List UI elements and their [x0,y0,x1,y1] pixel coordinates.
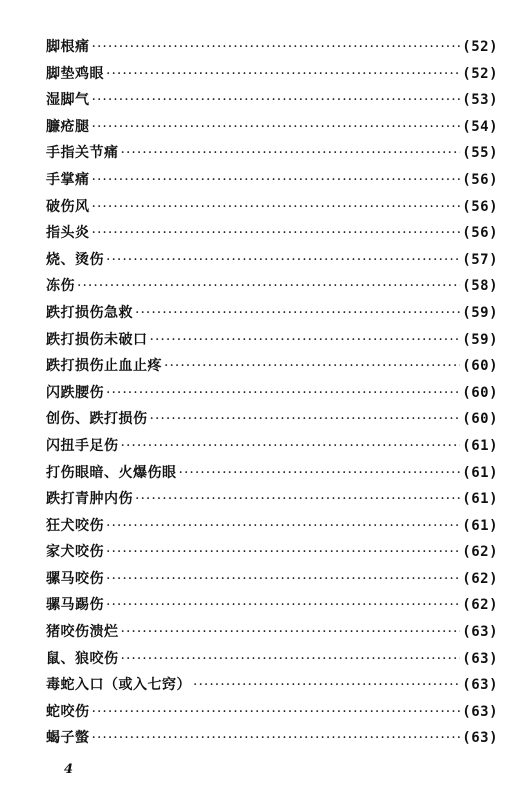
dot-leader [92,220,461,247]
toc-entry-title: 毒蛇入口（或入七窍） [46,677,191,694]
toc-entry-title: 闪扭手足伤 [46,437,119,454]
toc-entry [46,140,498,167]
dot-leader [92,34,461,61]
toc-entry-title: 跌打损伤急救 [46,304,133,321]
toc-entry-page: (58) [462,278,498,295]
toc-entry-title: 打伤眼暗、火爆伤眼 [46,464,177,481]
toc-entry [46,699,498,726]
toc-entry-page: (60) [462,358,498,375]
toc-entry-title: 创伤、跌打损伤 [46,411,148,428]
toc-entry [46,513,498,540]
dot-leader [150,406,461,433]
toc-entry-page: (56) [462,198,498,215]
toc-entry-page: (61) [462,491,498,508]
dot-leader [106,380,460,407]
dot-leader [106,566,460,593]
toc-entry-page: (61) [462,437,498,454]
toc-entry [46,300,498,327]
toc-entry-page: (53) [462,92,498,109]
toc-entry-page: (61) [462,464,498,481]
toc-entry-title: 跌打损伤止血止疼 [46,358,162,375]
dot-leader [92,725,461,752]
toc-entry-page: (56) [462,171,498,188]
toc-entry-title: 破伤风 [46,198,90,215]
toc-entry [46,460,498,487]
toc-entry-title: 骡马咬伤 [46,570,104,587]
toc-entry [46,672,498,699]
dot-leader [121,140,461,167]
toc-entry [46,380,498,407]
dot-leader [164,353,460,380]
dot-leader [106,513,460,540]
dot-leader [135,300,460,327]
toc-entry-page: (63) [462,624,498,641]
dot-leader [92,87,461,114]
toc-entry-title: 家犬咬伤 [46,544,104,561]
toc-entry [46,194,498,221]
toc-entry-title: 闪跌腰伤 [46,384,104,401]
dot-leader [92,699,461,726]
dot-leader [106,592,460,619]
toc-entry [46,646,498,673]
dot-leader [135,486,460,513]
toc-entry-title: 蛇咬伤 [46,703,90,720]
toc-entry [46,406,498,433]
toc-entry-page: (63) [462,677,498,694]
dot-leader [121,646,461,673]
toc-entry [46,619,498,646]
toc-entry-title: 骡马踢伤 [46,597,104,614]
toc-entry-title: 脚垫鸡眼 [46,65,104,82]
toc-entry-page: (52) [462,39,498,55]
dot-leader [121,619,461,646]
toc-entry-page: (56) [462,225,498,242]
toc-entry [46,114,498,141]
toc-entry [46,247,498,274]
toc-entry-title: 鼠、狼咬伤 [46,650,119,667]
dot-leader [92,194,461,221]
dot-leader [92,114,461,141]
toc-entry [46,433,498,460]
page-number: 4 [64,762,74,777]
toc-entry-title: 猪咬伤溃烂 [46,624,119,641]
toc-entry-page: (60) [462,411,498,428]
toc-entry-page: (57) [462,251,498,268]
toc-entry-page: (61) [462,517,498,534]
dot-leader [150,327,461,354]
toc-entry-page: (60) [462,384,498,401]
dot-leader [106,61,460,88]
toc-entry-page: (62) [462,544,498,561]
toc-entry-title: 烧、烫伤 [46,251,104,268]
toc-entry [46,327,498,354]
toc-entry-page: (52) [462,65,498,82]
toc-entry-page: (55) [462,145,498,162]
toc-entry-page: (63) [462,703,498,720]
dot-leader [92,167,461,194]
toc-entry [46,486,498,513]
toc-entry-page: (62) [462,570,498,587]
toc-entry-title: 跌打损伤未破口 [46,331,148,348]
dot-leader [77,273,460,300]
toc-entry [46,220,498,247]
toc-entry-page: (59) [462,331,498,348]
toc-entry-title: 冻伤 [46,278,75,295]
toc-entry-page: (63) [462,650,498,667]
toc-entry-title: 跌打青肿内伤 [46,491,133,508]
toc-entry [46,539,498,566]
toc-entry-page: (59) [462,304,498,321]
dot-leader [193,672,460,699]
toc-entry-page: (62) [462,597,498,614]
toc-entry [46,273,498,300]
toc-entry-title: 狂犬咬伤 [46,517,104,534]
toc-entry-title: 湿脚气 [46,92,90,109]
table-of-contents [46,34,498,752]
toc-entry [46,61,498,88]
toc-entry-title: 蝎子螫 [46,730,90,747]
toc-entry [46,353,498,380]
dot-leader [106,539,460,566]
toc-entry-page: (54) [462,118,498,135]
toc-entry-page: (63) [462,730,498,747]
dot-leader [121,433,461,460]
toc-entry [46,87,498,114]
toc-entry-title: 手掌痛 [46,171,90,188]
toc-entry [46,592,498,619]
toc-entry [46,167,498,194]
dot-leader [179,460,461,487]
toc-entry [46,566,498,593]
toc-entry [46,34,498,61]
dot-leader [106,247,460,274]
toc-entry-title: 指头炎 [46,225,90,242]
toc-entry-title: 手指关节痛 [46,145,119,162]
toc-entry-title: 脚根痛 [46,39,90,55]
toc-entry-title: 臁疮腿 [46,118,90,135]
toc-entry [46,725,498,752]
